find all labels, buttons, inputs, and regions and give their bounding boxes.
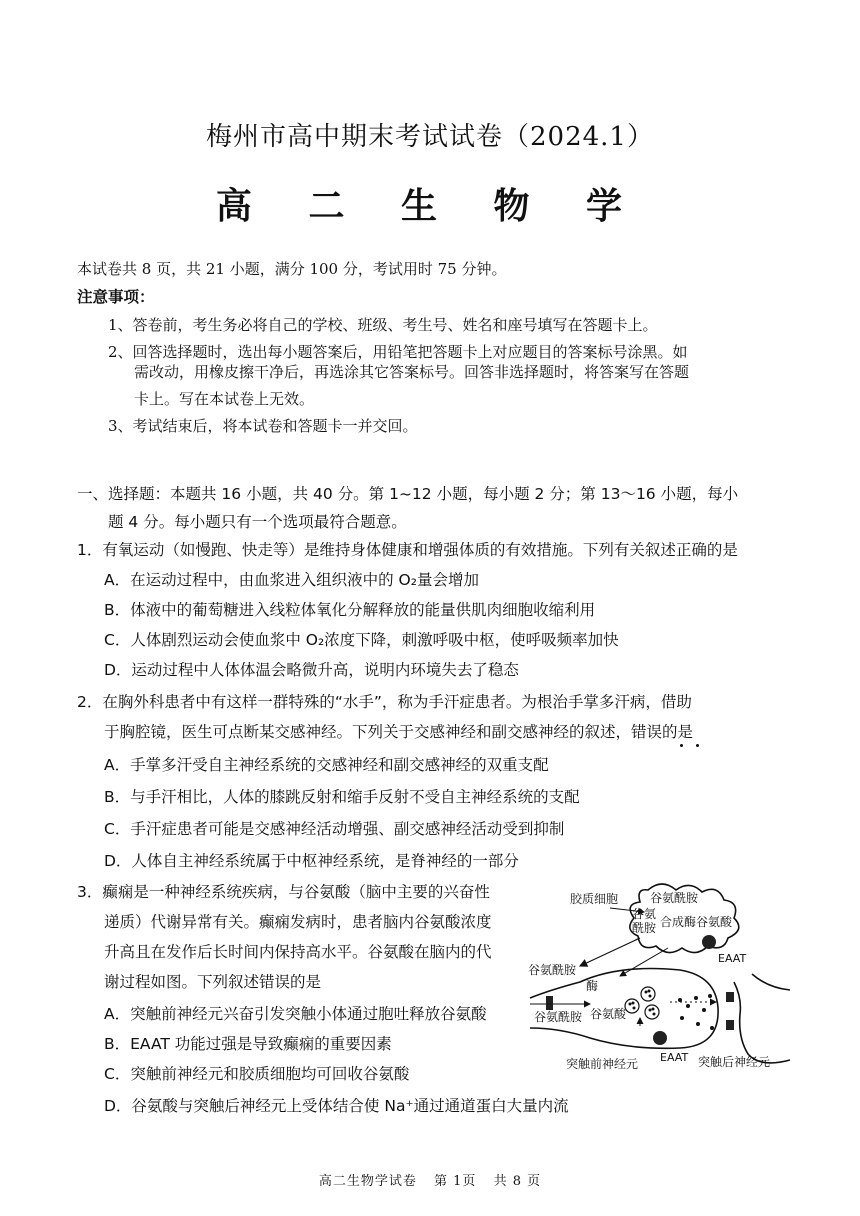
question-3-stem-cont: 递质）代谢异常有关。癫痫发病时，患者脑内谷氨酸浓度	[104, 913, 492, 931]
question-3-stem-cont: 谢过程如图。下列叙述错误的是	[104, 973, 322, 991]
label-eaat-top: EAAT	[718, 952, 747, 965]
question-1-option-a: A．在运动过程中，由血浆进入组织液中的 O₂量会增加	[104, 571, 479, 589]
emphasis-dot	[680, 744, 683, 747]
question-3-stem-cont: 升高且在发作后长时间内保持高水平。谷氨酸在脑内的代	[104, 943, 492, 961]
footer-total: 共 8 页	[493, 1174, 542, 1189]
label-glutamine-left: 谷氨酰胺	[528, 963, 577, 977]
label-eaat-bottom: EAAT	[660, 1051, 689, 1064]
page-footer	[0, 1170, 860, 1189]
label-pre-neuron: 突触前神经元	[566, 1057, 639, 1071]
question-1-stem: 1．有氧运动（如慢跑、快走等）是维持身体健康和增强体质的有效措施。下列有关叙述正确的是	[77, 541, 738, 559]
question-1-option-b: B．体液中的葡萄糖进入线粒体氧化分解释放的能量供肌肉细胞收缩利用	[104, 601, 596, 619]
intro-text: 本试卷共 8 页，共 21 小题，满分 100 分，考试用时 75 分钟。	[77, 260, 507, 278]
question-3-option-c: C．突触前神经元和胶质细胞均可回收谷氨酸	[104, 1065, 410, 1083]
note-item: 2、回答选择题时，选出每小题答案后，用铅笔把答题卡上对应题目的答案标号涂黑。如	[108, 343, 688, 361]
receptor	[726, 992, 734, 1002]
label-glutamine-top: 谷氨酰胺	[650, 891, 699, 905]
question-1-option-d: D．运动过程中人体体温会略微升高，说明内环境失去了稳态	[104, 661, 519, 679]
label-post-neuron: 突触后神经元	[698, 1055, 771, 1069]
exam-title: 梅州市高中期末考试试卷（2024.1）	[206, 122, 654, 152]
footer-page: 第 1页	[434, 1174, 477, 1189]
glutamate-metabolism-diagram	[520, 878, 795, 1078]
section-heading: 一、选择题：本题共 16 小题，共 40 分。第 1~12 小题，每小题 2 分；第 13～16 小题，每小	[77, 485, 739, 503]
label-glutamine-inner: 谷氨酰胺	[534, 1010, 583, 1024]
question-3-option-b: B．EAAT 功能过强是导致癫痫的重要因素	[104, 1035, 392, 1053]
eaat-bottom-transporter	[653, 1031, 667, 1045]
question-2-option-c: C．手汗症患者可能是交感神经活动增强、副交感神经活动受到抑制	[104, 820, 565, 838]
label-glia: 胶质细胞	[570, 892, 619, 906]
transporter-left	[546, 996, 553, 1010]
vesicle	[645, 1005, 659, 1019]
question-2-option-a: A．手掌多汗受自主神经系统的交感神经和副交感神经的双重支配	[104, 756, 549, 774]
footer-subject: 高二生物学试卷	[318, 1174, 417, 1189]
label-enzyme: 酶	[586, 979, 599, 993]
label-synthase-3: 合成酶	[660, 915, 697, 929]
eaat-top-transporter	[702, 935, 716, 949]
question-2-option-b: B．与手汗相比，人体的膝跳反射和缩手反射不受自主神经系统的支配	[104, 788, 580, 806]
emphasis-dot	[696, 744, 699, 747]
question-3-option-a: A．突触前神经元兴奋引发突触小体通过胞吐释放谷氨酸	[104, 1005, 487, 1023]
question-3-option-d: D．谷氨酸与突触后神经元上受体结合使 Na⁺通过通道蛋白大量内流	[104, 1097, 569, 1115]
note-item: 1、答卷前，考生务必将自己的学校、班级、考生号、姓名和座号填写在答题卡上。	[108, 316, 658, 334]
notes-heading: 注意事项：	[77, 288, 155, 306]
exam-subject: 高 二 生 物 学	[215, 186, 645, 227]
label-synthase-1: 谷氨	[632, 907, 657, 921]
label-synthase-2: 酰胺	[632, 921, 657, 935]
vesicle	[641, 987, 655, 1001]
note-item: 卡上。写在本试卷上无效。	[134, 390, 315, 408]
postsynaptic-neuron-shape	[734, 982, 790, 1063]
vesicle	[625, 999, 639, 1013]
question-1-option-c: C．人体剧烈运动会使血浆中 O₂浓度下降，刺激呼吸中枢，使呼吸频率加快	[104, 631, 619, 649]
note-item: 需改动，用橡皮擦干净后，再选涂其它答案标号。回答非选择题时，将答案写在答题	[134, 363, 690, 381]
label-glutamate-top: 谷氨酸	[696, 915, 733, 929]
question-3-stem: 3．癫痫是一种神经系统疾病，与谷氨酸（脑中主要的兴奋性	[77, 883, 490, 901]
question-2-option-d: D．人体自主神经系统属于中枢神经系统，是脊神经的一部分	[104, 852, 519, 870]
label-glutamate-inner: 谷氨酸	[590, 1007, 627, 1021]
note-item: 3、考试结束后，将本试卷和答题卡一并交回。	[108, 417, 418, 435]
question-2-stem: 2．在胸外科患者中有这样一群特殊的“水手”，称为手汗症患者。为根治手掌多汗病，借助	[77, 693, 692, 711]
receptor	[726, 1020, 734, 1030]
question-2-stem-cont: 于胸腔镜，医生可点断某交感神经。下列关于交感神经和副交感神经的叙述，错误的是	[104, 723, 694, 741]
section-heading-cont: 题 4 分。每小题只有一个选项最符合题意。	[108, 513, 407, 531]
